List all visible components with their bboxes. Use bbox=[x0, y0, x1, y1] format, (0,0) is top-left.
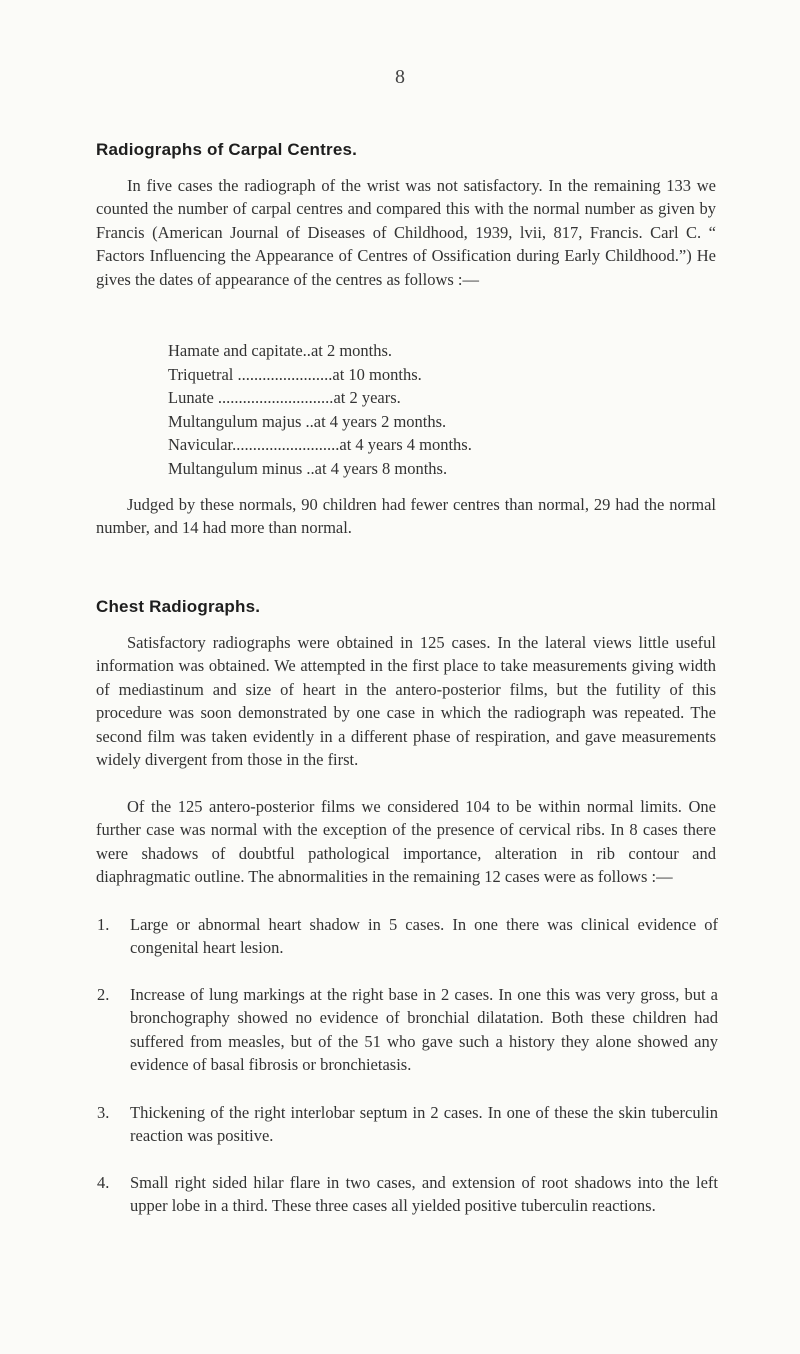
bone-age: at 4 years 4 months. bbox=[339, 435, 472, 455]
table-row bbox=[168, 339, 688, 363]
chest-paragraph-1: Satisfactory radiographs were obtained in 125 cases. In the lateral views little useful information was obtained. We attempted in the first place to take measurements giving width of mediastinum and size of heart in the antero-posterior films, but the futility of this procedure was soon demonstrated by one case in which the radiograph was repeated. The second film was taken evidently in a different phase of respiration, and gave measurements widely divergent from those in the first. bbox=[96, 633, 716, 770]
chest-paragraph-2: Of the 125 antero-posterior films we considered 104 to be within normal limits. One further case was normal with the exception of the presence of cervical ribs. In 8 cases there were shadows of doubtful pathological importance, alteration in rib contour and diaphragmatic outline. The abnormalities in the remaining 12 cases were as follows :— bbox=[96, 797, 716, 887]
bone-age: at 10 months. bbox=[332, 364, 422, 384]
table-row bbox=[168, 457, 688, 481]
bone-age: at 4 years 8 months. bbox=[314, 458, 448, 478]
table-row bbox=[168, 386, 688, 410]
page-number: 8 bbox=[395, 66, 405, 88]
carpal-intro-paragraph: In five cases the radiograph of the wrist was not satisfactory. In the remaining 133 we counted the number of carpal centres and compared this with the normal number as given by Francis (American Journal of Diseases of Childhood, 1939, lvii, 817, Francis. Carl C. “ Factors Influencing the Appearance of Centres of Ossification during Early Childhood.”) He gives the dates of appearance of the centres as follows :— bbox=[96, 176, 716, 289]
bone-name: Hamate and capitate.. bbox=[168, 341, 311, 360]
table-row bbox=[168, 363, 688, 387]
list-item bbox=[96, 1101, 718, 1148]
bone-name: Triquetral ....................... bbox=[168, 364, 333, 384]
chest-heading: Chest Radiographs. bbox=[96, 597, 261, 616]
list-number: 2. bbox=[97, 985, 110, 1004]
table-row bbox=[168, 433, 688, 457]
list-number: 3. bbox=[97, 1103, 110, 1122]
list-number: 1. bbox=[97, 915, 110, 934]
bone-name: Multangulum majus .. bbox=[168, 411, 314, 431]
bone-name: Lunate ............................ bbox=[168, 388, 334, 408]
list-text: Large or abnormal heart shadow in 5 cases. In one there was clinical evidence of congenital heart lesion. bbox=[130, 915, 718, 958]
bone-name: Navicular.......................... bbox=[168, 435, 340, 455]
carpal-summary-paragraph: Judged by these normals, 90 children had fewer centres than normal, 29 had the normal number, and 14 had more than normal. bbox=[96, 495, 716, 538]
bone-name: Multangulum minus .. bbox=[168, 458, 315, 478]
bone-age: at 2 months. bbox=[310, 341, 393, 360]
list-item bbox=[96, 913, 718, 960]
list-item bbox=[96, 1171, 718, 1218]
bone-age: at 4 years 2 months. bbox=[313, 411, 447, 431]
ossification-table bbox=[168, 339, 688, 481]
list-text: Thickening of the right interlobar septum in 2 cases. In one of these the skin tuberculin reaction was positive. bbox=[130, 1103, 718, 1146]
list-item bbox=[96, 983, 718, 1077]
list-number: 4. bbox=[97, 1173, 110, 1192]
list-text: Small right sided hilar flare in two cases, and extension of root shadows into the left upper lobe in a third. These three cases all yielded positive tuberculin reactions. bbox=[130, 1173, 718, 1216]
list-text: Increase of lung markings at the right base in 2 cases. In one this was very gross, but a bronchography showed no evidence of bronchial dilatation. Both these children had suffered from measles, but of the 51 who gave such a history they alone showed any evidence of basal fibrosis or bronchietasis. bbox=[130, 985, 718, 1075]
bone-age: at 2 years. bbox=[333, 388, 401, 408]
table-row bbox=[168, 410, 688, 434]
carpal-heading: Radiographs of Carpal Centres. bbox=[96, 140, 358, 159]
